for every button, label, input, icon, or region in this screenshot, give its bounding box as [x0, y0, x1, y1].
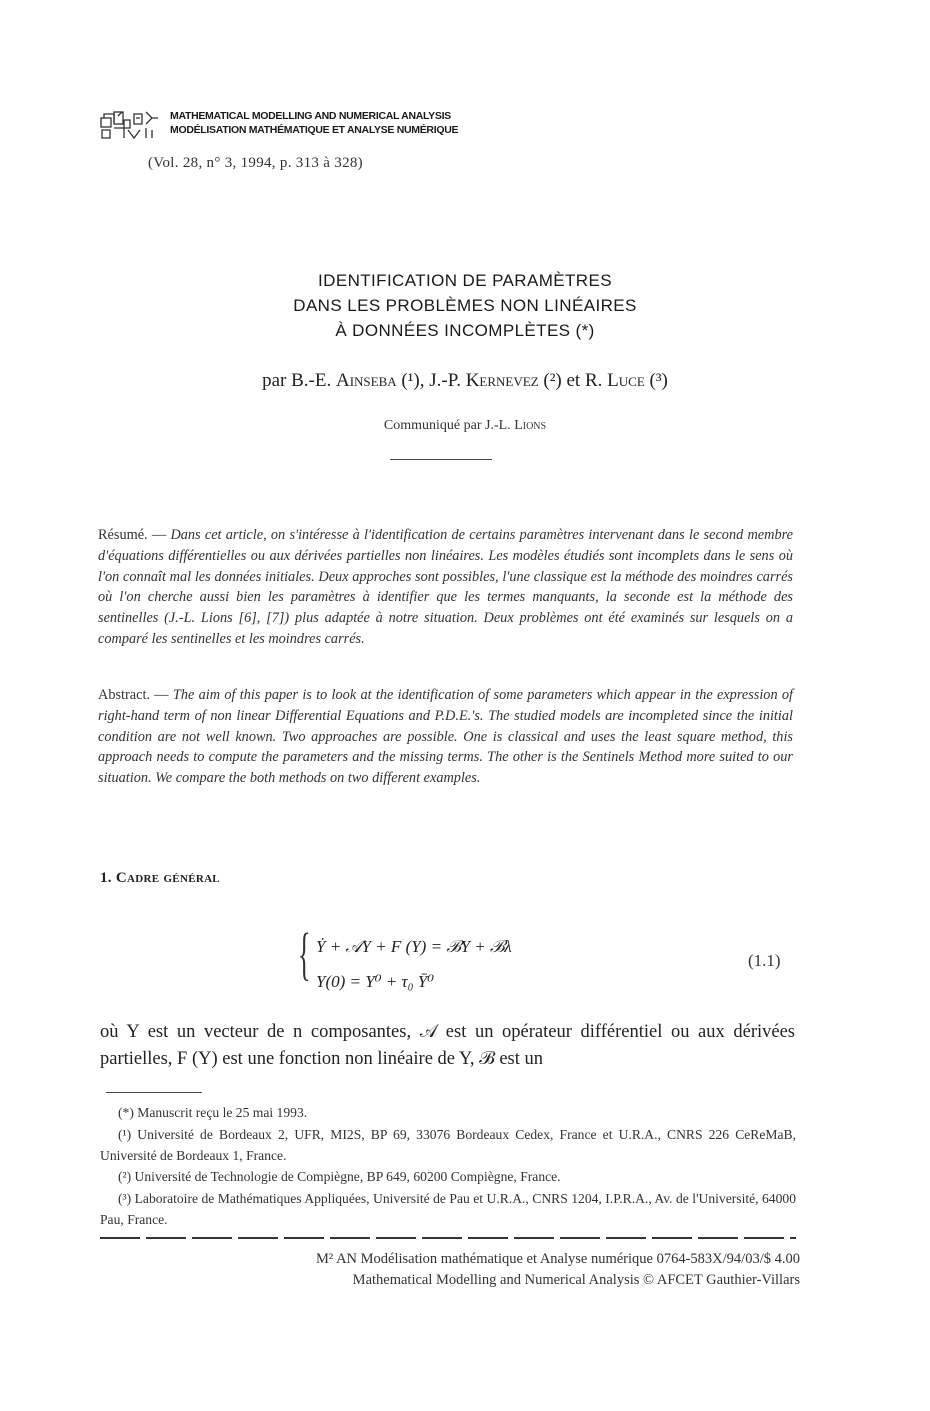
author-3-initials: R. — [584, 370, 603, 391]
communicated-by-label: Communiqué par J.-L. — [383, 418, 511, 433]
abstract-text: The aim of this paper is to look at the identification of some parameters which appear in the expression of right-hand term of non linear Differential Equations and P.D.E.'s. The studied models are incompleted since the initial condition are not well known. Two approaches are possible. One is classical and uses the least square method, this approach needs to compute the parameters and the missing terms. The other is the Sentinels Method more suited to our situation. We compare the both methods on two different examples. — [98, 687, 793, 787]
communicated-by-name: Lions — [514, 418, 547, 433]
footnote-text: Université de Technologie de Compiègne, BP 649, 60200 Compiègne, France. — [134, 1169, 561, 1184]
footnote-mark: (³) — [118, 1191, 132, 1206]
footer-rule — [100, 1237, 796, 1239]
journal-logo — [100, 110, 162, 140]
title-separator — [390, 459, 492, 460]
abstract-paragraph — [98, 685, 793, 789]
communicated-by — [0, 418, 930, 434]
footnote-mark: (¹) — [118, 1127, 132, 1142]
footer-line-1: M² AN Modélisation mathématique et Analyse numérique 0764-583X/94/03/$ 4.00 — [316, 1251, 800, 1267]
paper-title-line-2: DANS LES PROBLÈMES NON LINÉAIRES — [293, 296, 637, 315]
author-2-initials: J.-P. — [429, 370, 461, 391]
paper-title-line-1: IDENTIFICATION DE PARAMÈTRES — [318, 271, 612, 290]
section-heading: 1. Cadre général — [100, 870, 220, 886]
footnote-text: Université de Bordeaux 2, UFR, MI2S, BP 69, 33076 Bordeaux Cedex, France et U.R.A., CNRS 226 CeReMaB, Université de Bordeaux 1, France. — [100, 1127, 796, 1163]
equation-line-2: Y(0) = Y⁰ + τ₀ Ȳ⁰ — [316, 972, 435, 991]
resume-label: Résumé. — — [98, 527, 167, 543]
footnote — [100, 1124, 796, 1166]
footer-line-2: Mathematical Modelling and Numerical Analysis © AFCET Gauthier-Villars — [352, 1272, 800, 1288]
author-1-initials: B.-E. — [291, 370, 332, 391]
body-paragraph: où Y est un vecteur de n composantes, 𝒜 est un opérateur différentiel ou aux dérivées partielles, F (Y) est une fonction non linéaire de Y, ℬ est un — [100, 1022, 795, 1069]
volume-info: (Vol. 28, n° 3, 1994, p. 313 à 328) — [148, 155, 363, 171]
author-3-name: Luce — [607, 370, 645, 391]
equation-brace: { — [298, 921, 311, 986]
equation-line-1: Ẏ + 𝒜Y + F (Y) = ℬY + ℬλ — [316, 937, 512, 956]
authors-et: et — [566, 370, 581, 391]
footnote-mark: (*) — [118, 1105, 134, 1120]
author-1-note: (¹), — [401, 370, 425, 391]
footnote-mark: (²) — [118, 1169, 132, 1184]
equation-number: (1.1) — [748, 951, 781, 970]
footnote — [100, 1102, 796, 1123]
journal-name-french: MODÉLISATION MATHÉMATIQUE ET ANALYSE NUMÉRIQUE — [170, 124, 459, 136]
author-3-note: (³) — [649, 370, 668, 391]
authors-par: par — [262, 370, 287, 391]
author-2-note: (²) — [543, 370, 562, 391]
footnote — [100, 1166, 796, 1187]
footnote-separator — [106, 1092, 202, 1093]
footnote-text: Laboratoire de Mathématiques Appliquées, Université de Pau et U.R.A., CNRS 1204, I.P.R.A., Av. de l'Université, 64000 Pau, France. — [100, 1191, 796, 1227]
author-1-name: Ainseba — [335, 370, 397, 391]
journal-name-english: MATHEMATICAL MODELLING AND NUMERICAL ANALYSIS — [170, 110, 451, 122]
footnote-text: Manuscrit reçu le 25 mai 1993. — [137, 1105, 308, 1120]
resume-text: Dans cet article, on s'intéresse à l'identification de certains paramètres intervenant dans le second membre d'équations différentielles ou aux dérivées partielles non linéaires. Les modèles étudiés sont incomplets dans le sens où l'on connaît mal les données initiales. Deux approches sont possibles, l'une classique est la méthode des moindres carrés où l'on cherche aussi bien les paramètres à identifier que les termes manquants, la seconde est la méthode des sentinelles (J.-L. Lions [6], [7]) plus adaptée à notre situation. Deux problèmes ont été examinés sur lesquels on a comparé les sentinelles et les moindres carrés. — [98, 527, 794, 647]
author-line — [0, 370, 930, 392]
abstract-label: Abstract. — — [98, 687, 169, 703]
paper-title-line-3: À DONNÉES INCOMPLÈTES (*) — [335, 321, 595, 340]
footnote — [100, 1188, 796, 1230]
resume-paragraph — [98, 525, 793, 650]
author-2-name: Kernevez — [465, 370, 539, 391]
